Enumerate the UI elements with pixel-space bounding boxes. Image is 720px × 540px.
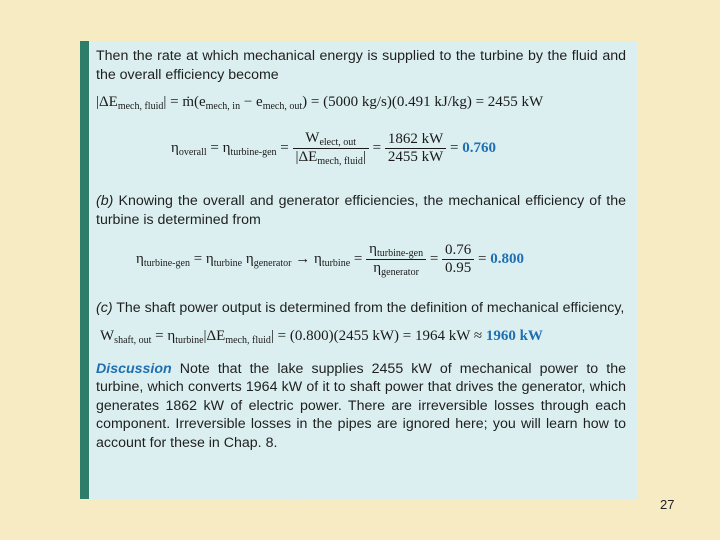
part-c-paragraph — [96, 299, 626, 318]
eq3-eq: = η — [189, 250, 214, 267]
eq4-result: 1960 kW — [485, 327, 543, 344]
part-b-paragraph — [96, 192, 626, 229]
part-b-text: Knowing the overall and generator efficiencies, the mechanical efficiency of the turbine is determined from — [96, 193, 626, 228]
discussion-label: Discussion — [96, 360, 172, 377]
eq2-den: |ΔE — [295, 149, 318, 165]
eq1-lhs: |ΔE — [96, 94, 118, 110]
equation-overall-efficiency — [96, 124, 626, 192]
eq4-abs: |ΔE — [203, 327, 226, 344]
eq4-rhs: | = (0.800)(2455 kW) = 1964 kW ≈ — [270, 327, 486, 344]
eq3-sub-turbine2: turbine — [321, 257, 351, 269]
eq3-eq4: = — [474, 250, 491, 267]
eq4-sub-turbine: turbine — [175, 334, 204, 346]
eq3-sub-turbine: turbine — [213, 257, 243, 269]
eq3-eq3: = — [426, 250, 443, 267]
eq4-eq: = η — [151, 327, 176, 344]
eq2-num: W — [305, 130, 320, 146]
eq1-rhs: ) = (5000 kg/s)(0.491 kJ/kg) = 2455 kW — [302, 94, 544, 110]
part-c-text: The shaft power output is determined from the definition of mechanical efficiency, — [112, 300, 625, 316]
discussion-paragraph — [96, 360, 626, 453]
eq2-fraction-symbolic — [293, 130, 369, 167]
eq3-sub-turbine-gen: turbine-gen — [143, 257, 190, 269]
eq2-den-end: | — [362, 149, 366, 165]
page-number: 27 — [660, 497, 675, 512]
intro-paragraph: Then the rate at which mechanical energy is supplied to the turbine by the fluid and the overall efficiency become — [96, 48, 626, 83]
eq3-den-numeric: 0.95 — [445, 260, 472, 276]
eq2-num-numeric: 1862 kW — [385, 131, 446, 149]
eq2-eta: η — [171, 139, 179, 156]
eq4-abs-sub: mech, fluid — [225, 334, 271, 346]
eq2-eq4: = — [446, 139, 463, 156]
excerpt-content — [96, 47, 626, 452]
eq2-den-sub: mech, fluid — [317, 156, 363, 167]
eq2-eq3: = — [368, 139, 385, 156]
eq1-minus: − e — [240, 94, 263, 110]
eq3-arrow: → η — [291, 250, 322, 267]
equation-turbine-efficiency — [96, 229, 626, 299]
eq1-sub-out: mech, out — [262, 101, 303, 112]
eq1-lhs-sub: mech, fluid — [117, 101, 164, 112]
eq3-fraction-symbolic — [366, 241, 426, 278]
eq2-fraction-numeric — [385, 131, 446, 166]
accent-stripe — [80, 41, 89, 499]
eq1-sub-in: mech, in — [205, 101, 241, 112]
eq4-lhs: W — [100, 327, 115, 344]
eq2-eq: = η — [206, 139, 231, 156]
eq4-lhs-sub: shaft, out — [114, 334, 152, 346]
eq2-eq2: = — [276, 139, 293, 156]
part-b-label: (b) — [96, 193, 114, 209]
eq3-den: η — [373, 260, 382, 276]
eq3-num-sub: turbine-gen — [376, 248, 424, 259]
textbook-excerpt-panel — [80, 41, 637, 499]
eq3-eq2: = — [350, 250, 367, 267]
eq3-fraction-numeric — [442, 242, 474, 277]
eq3-den-sub: generator — [381, 267, 419, 278]
eq2-den-numeric: 2455 kW — [387, 149, 444, 165]
eq2-sub-turbine-gen: turbine-gen — [230, 146, 277, 158]
eq3-sub-generator: generator — [253, 257, 292, 269]
eq3-result: 0.800 — [490, 250, 525, 267]
eq2-result: 0.760 — [462, 139, 496, 156]
eq3-num: η — [369, 241, 377, 257]
eq3-num-numeric: 0.76 — [442, 242, 474, 260]
discussion-text: Note that the lake supplies 2455 kW of mechanical power to the turbine, which converts 1964 kW of it to shaft power that drives the generator, which generates 1862 kW of electric power. There are irreversible losses through each component. Irreversible losses in the pipes are ignored here; you will learn how to account for these in Chap. 8. — [96, 360, 626, 451]
eq2-num-sub: elect, out — [319, 137, 357, 148]
equation-shaft-power — [96, 318, 626, 360]
eq1-mid: | = ṁ(e — [163, 94, 206, 110]
part-c-label: (c) — [96, 300, 113, 316]
eq3-eta: η — [136, 250, 144, 267]
eq2-sub-overall: overall — [178, 146, 207, 158]
equation-mech-energy-rate — [96, 84, 626, 124]
eq3-sp: η — [242, 250, 254, 267]
